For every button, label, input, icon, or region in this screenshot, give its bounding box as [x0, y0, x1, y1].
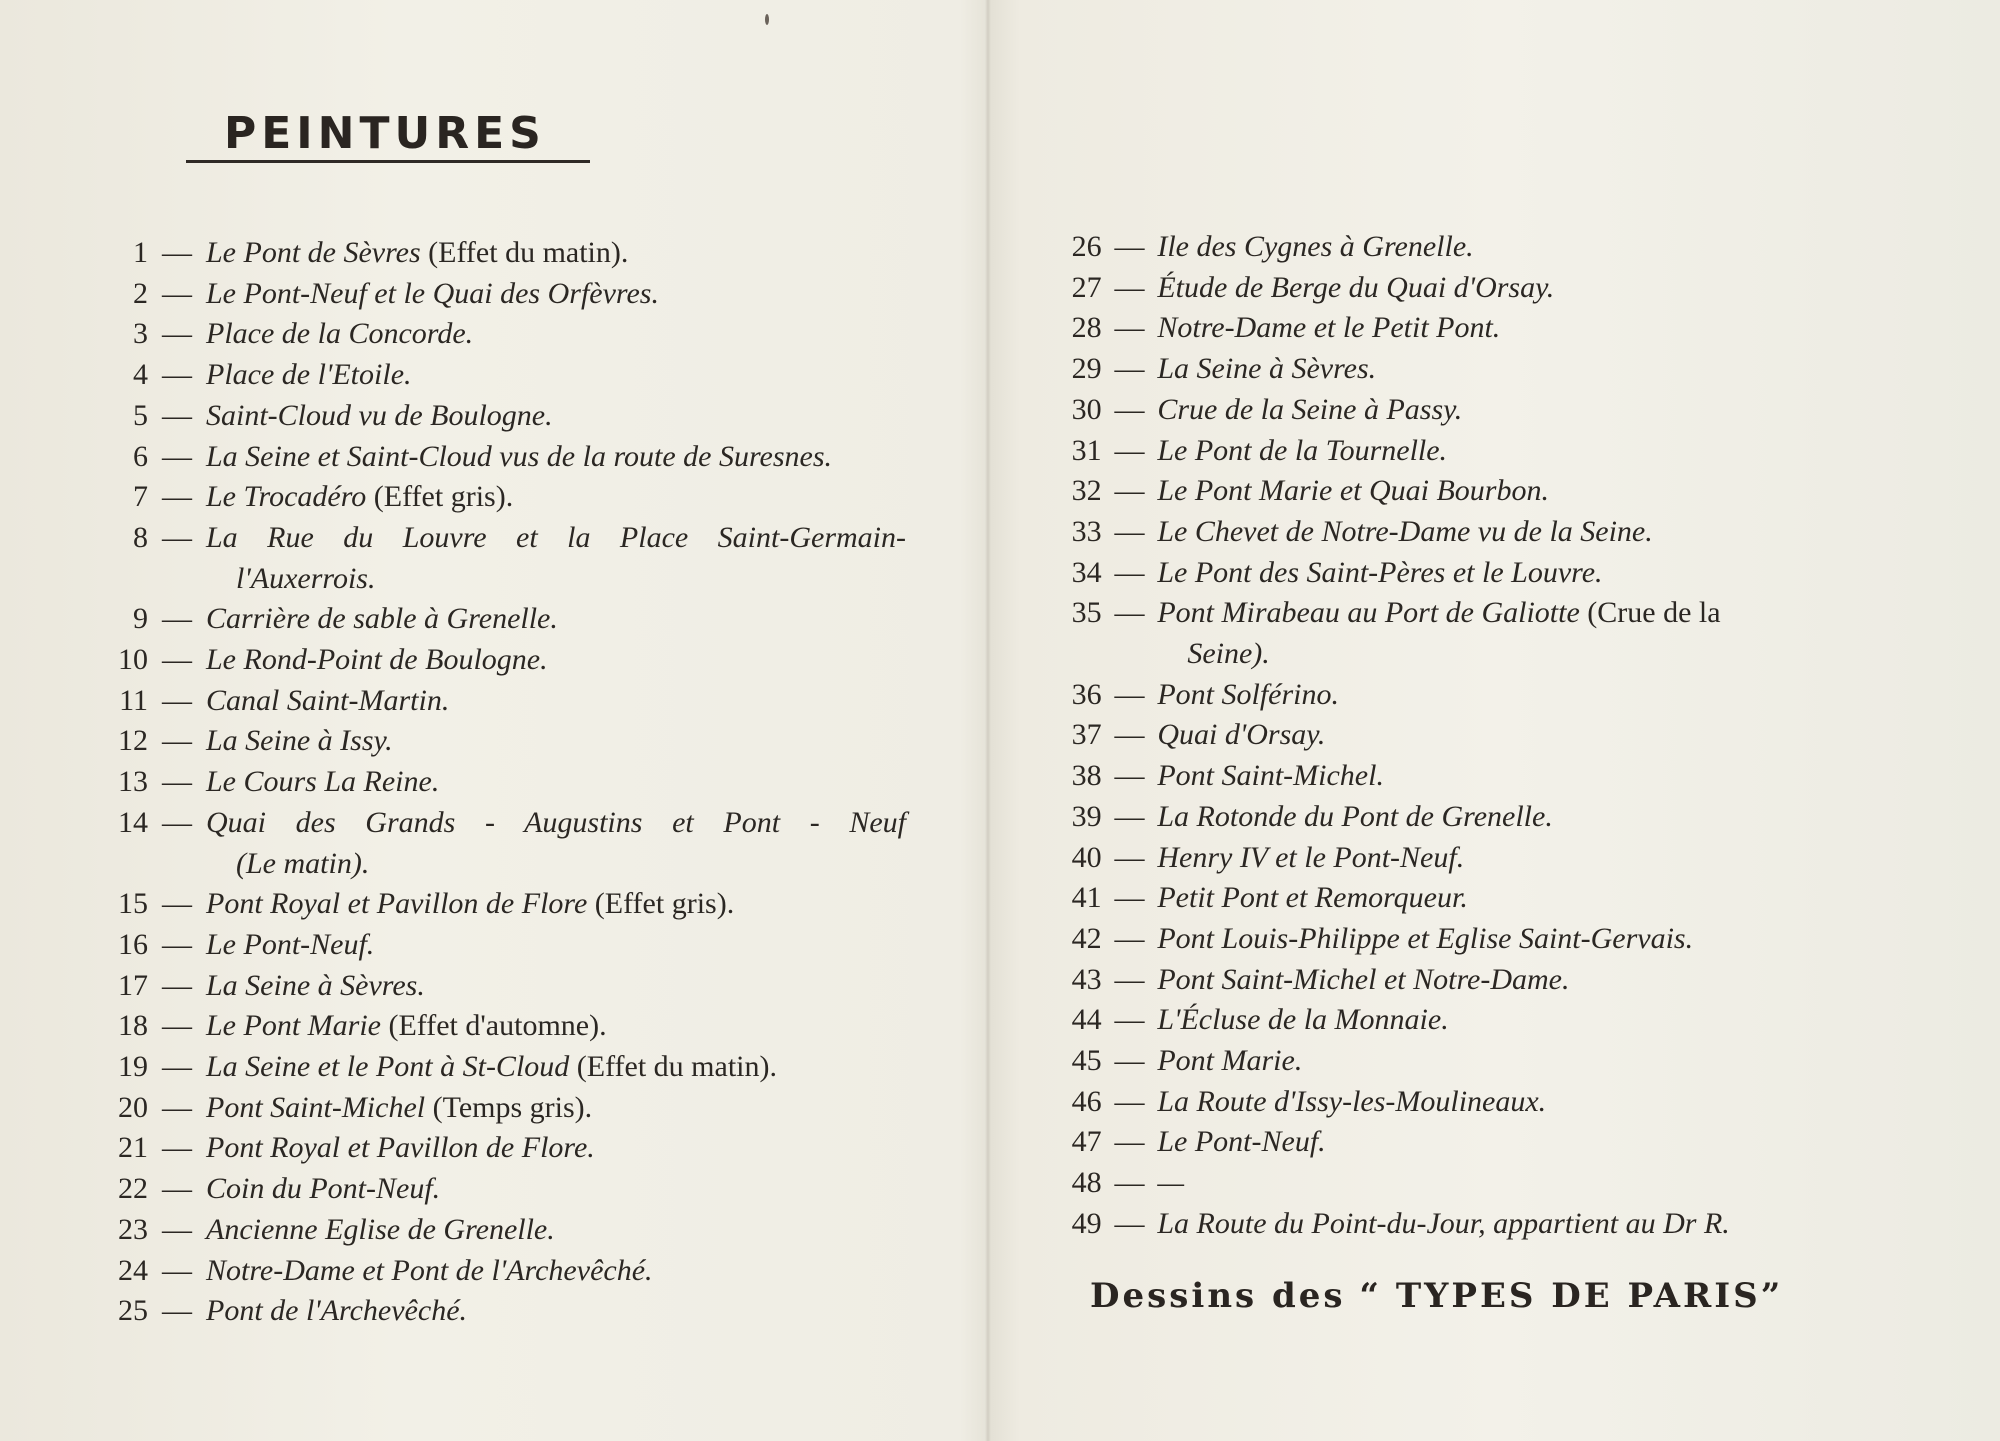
entry-title-block	[206, 966, 906, 1007]
entry-dash: —	[162, 1253, 192, 1287]
catalogue-entry	[96, 518, 916, 599]
catalogue-entry	[96, 721, 916, 762]
section-heading: PEINTURES	[224, 108, 546, 159]
entry-title: Place de la Concorde.	[206, 317, 474, 351]
entry-number: 44	[1071, 1003, 1102, 1037]
catalogue-entry	[1062, 1122, 1902, 1163]
entry-title-block	[206, 721, 906, 762]
catalogue-entry	[1062, 1000, 1902, 1041]
entry-number: 37	[1071, 718, 1102, 752]
catalogue-entry	[1062, 675, 1902, 716]
entry-title: Pont Mirabeau au Port de Galiotte	[1157, 596, 1580, 630]
catalogue-entry	[1062, 715, 1902, 756]
catalogue-entry	[1062, 593, 1902, 674]
entry-dash: —	[162, 968, 192, 1002]
entry-dash: —	[162, 317, 192, 351]
entry-dash: —	[162, 1050, 192, 1084]
entry-title: La Seine à Issy.	[206, 724, 393, 758]
entry-number: 2	[133, 276, 148, 310]
entry-title-block	[1157, 349, 1902, 390]
entry-dash: —	[162, 724, 192, 758]
entry-title: Le Rond-Point de Boulogne.	[206, 643, 548, 677]
catalogue-entry	[96, 640, 916, 681]
catalogue-entry	[1062, 390, 1902, 431]
entry-number: 16	[118, 927, 148, 961]
entry-number: 27	[1071, 270, 1102, 304]
entry-title: Le Pont de la Tournelle.	[1157, 433, 1448, 467]
catalogue-entry	[96, 681, 916, 722]
entry-title-block	[1157, 390, 1902, 431]
entry-end-punctuation: .	[620, 236, 629, 269]
entry-note: (Effet gris)	[373, 480, 506, 514]
entry-dash: —	[162, 602, 192, 636]
catalogue-entry	[96, 1169, 916, 1210]
drawings-prefix: Dessins des	[1090, 1276, 1346, 1316]
entry-end-punctuation: .	[599, 1009, 607, 1043]
catalogue-entry	[96, 1088, 916, 1129]
entry-title-block	[1157, 1163, 1902, 1204]
entry-dash: —	[162, 683, 192, 717]
catalogue-entry	[1062, 553, 1902, 594]
entry-title: Ancienne Eglise de Grenelle.	[206, 1212, 555, 1246]
entry-dash: —	[1114, 392, 1145, 426]
entry-title: Le Pont-Neuf.	[206, 927, 375, 961]
catalogue-entry	[1062, 1204, 1902, 1245]
entry-title: Le Pont-Neuf et le Quai des Orfèvres.	[206, 276, 659, 310]
entry-title: Ile des Cygnes à Grenelle.	[1157, 230, 1474, 263]
entry-dash: —	[162, 276, 192, 310]
catalogue-entry	[1062, 512, 1902, 553]
entry-number: 14	[118, 805, 148, 839]
entry-title-block	[206, 1006, 906, 1047]
catalogue-entry	[96, 599, 916, 640]
entry-number: 12	[118, 724, 148, 758]
entry-note: (Effet du matin)	[576, 1050, 770, 1084]
entry-number: 24	[118, 1253, 148, 1287]
entry-dash: —	[1114, 799, 1145, 833]
heading-underline	[186, 160, 590, 163]
entry-title-block	[1157, 268, 1902, 309]
entry-number: 5	[133, 398, 148, 432]
entry-title: Le Pont des Saint-Pères et le Louvre.	[1157, 555, 1603, 589]
entry-end-punctuation: .	[505, 480, 514, 514]
entry-dash: —	[162, 1212, 192, 1246]
entry-dash: —	[1114, 1166, 1145, 1200]
entry-title: Le Chevet de Notre-Dame vu de la Seine.	[1157, 514, 1653, 548]
entry-title: La Seine à Sèvres.	[1157, 352, 1377, 386]
entry-number: 6	[133, 439, 148, 473]
catalogue-entry	[96, 1291, 916, 1332]
entry-title-block	[206, 355, 906, 396]
entry-number: 19	[118, 1050, 148, 1084]
entry-number: 17	[118, 968, 148, 1002]
entry-dash: —	[1114, 270, 1145, 304]
entry-number: 22	[118, 1172, 148, 1206]
entry-title-block	[1157, 756, 1902, 797]
catalogue-entry	[1062, 1163, 1902, 1204]
catalogue-entry	[96, 314, 916, 355]
catalogue-entry	[96, 1047, 916, 1088]
entry-dash: —	[162, 805, 192, 839]
entry-number: 9	[133, 602, 148, 636]
entry-number: 40	[1071, 840, 1102, 874]
entry-dash: —	[1114, 1003, 1145, 1037]
entry-title-block	[206, 1128, 906, 1169]
entry-dash: —	[162, 643, 192, 677]
catalogue-entry	[1062, 797, 1902, 838]
entry-title-block	[1157, 715, 1902, 756]
entry-number: 34	[1071, 555, 1102, 589]
entry-number: 42	[1071, 921, 1102, 955]
entry-title-block	[1157, 471, 1902, 512]
catalogue-entry	[1062, 756, 1902, 797]
entry-dash: —	[162, 520, 192, 554]
entry-title-block	[206, 314, 906, 355]
entry-number: 36	[1071, 677, 1102, 711]
entry-title-block	[1157, 960, 1902, 1001]
entry-title: Pont Royal et Pavillon de Flore	[206, 887, 588, 921]
entry-title-block	[206, 1169, 906, 1210]
entry-number: 41	[1071, 881, 1102, 915]
entry-number: 49	[1071, 1206, 1102, 1240]
catalogue-entry	[96, 925, 916, 966]
entry-title: Pont Saint-Michel	[206, 1090, 426, 1124]
entry-title: Crue de la Seine à Passy.	[1157, 392, 1463, 426]
entry-dash: —	[1114, 1084, 1145, 1118]
entry-number: 47	[1071, 1125, 1102, 1159]
entry-dash: —	[162, 1131, 192, 1165]
entry-title: La Seine à Sèvres.	[206, 968, 425, 1002]
catalogue-entry	[1062, 838, 1902, 879]
catalogue-entry	[1062, 227, 1902, 268]
catalogue-entry	[96, 1210, 916, 1251]
entry-dash: —	[162, 1172, 192, 1206]
entry-title: Le Pont Marie et Quai Bourbon.	[1157, 474, 1549, 508]
ink-speck	[765, 14, 769, 25]
entry-dash: —	[162, 480, 192, 514]
entry-number: 38	[1071, 759, 1102, 793]
entry-title: La Rotonde du Pont de Grenelle.	[1157, 799, 1553, 833]
entry-title-block	[206, 681, 906, 722]
entry-title: Pont Saint-Michel.	[1157, 759, 1384, 793]
entry-dash: —	[1114, 677, 1145, 711]
entry-title: Coin du Pont-Neuf.	[206, 1172, 441, 1206]
entry-title: Pont Saint-Michel et Notre-Dame.	[1157, 962, 1570, 996]
entry-title: Petit Pont et Remorqueur.	[1157, 881, 1468, 915]
entry-dash: —	[162, 1009, 192, 1043]
entry-title-block	[206, 1251, 906, 1292]
entry-title-block	[206, 925, 906, 966]
entry-title: Le Cours La Reine.	[206, 765, 440, 799]
entry-title: Carrière de sable à Grenelle.	[206, 602, 558, 636]
entry-note: (Effet d'automne)	[388, 1009, 600, 1043]
entry-title: Pont de l'Archevêché.	[206, 1294, 468, 1328]
entry-number: 1	[133, 236, 148, 269]
entry-title: Quai des Grands - Augustins et Pont - Neuf	[206, 805, 906, 839]
entry-number: 13	[118, 765, 148, 799]
entry-dash: —	[1114, 311, 1145, 345]
entry-title-block	[206, 437, 906, 478]
entry-dash: —	[162, 927, 192, 961]
catalogue-entry	[96, 803, 916, 884]
entry-number: 45	[1071, 1044, 1102, 1078]
entry-dash: —	[1114, 1044, 1145, 1078]
entry-title: La Rue du Louvre et la Place Saint-Germain-	[206, 520, 906, 554]
catalogue-entry	[1062, 268, 1902, 309]
entry-dash: —	[1114, 718, 1145, 752]
entry-title: Henry IV et le Pont-Neuf.	[1157, 840, 1465, 874]
entry-title-block	[206, 396, 906, 437]
entry-number: 32	[1071, 474, 1102, 508]
catalogue-entry	[96, 1251, 916, 1292]
entry-dash: —	[162, 398, 192, 432]
catalogue-entry	[96, 355, 916, 396]
entry-number: 20	[118, 1090, 148, 1124]
entry-number: 23	[118, 1212, 148, 1246]
entry-title-block	[1157, 797, 1902, 838]
entry-continuation: Seine).	[1187, 637, 1270, 671]
entry-dash: —	[162, 358, 192, 392]
entry-title-block	[1157, 675, 1902, 716]
entry-number: 30	[1071, 392, 1102, 426]
entry-title-block	[1157, 1041, 1902, 1082]
catalogue-entry	[1062, 878, 1902, 919]
entry-title-block	[206, 762, 906, 803]
entry-dash: —	[1114, 596, 1145, 630]
left-column-list	[96, 233, 916, 1332]
entry-title: Canal Saint-Martin.	[206, 683, 450, 717]
page-fold	[985, 0, 991, 1441]
entry-title-block	[1157, 227, 1902, 268]
entry-number: 21	[118, 1131, 148, 1165]
entry-dash: —	[162, 1090, 192, 1124]
entry-title-block	[206, 1047, 906, 1088]
entry-dash: —	[1114, 352, 1145, 386]
catalogue-entry	[1062, 1041, 1902, 1082]
entry-title: Pont Marie.	[1157, 1044, 1303, 1078]
entry-dash: —	[162, 439, 192, 473]
entry-dash: —	[1114, 962, 1145, 996]
entry-title: La Route d'Issy-les-Moulineaux.	[1157, 1084, 1547, 1118]
catalogue-entry	[96, 762, 916, 803]
entry-title-block	[206, 518, 906, 599]
catalogue-entry	[1062, 471, 1902, 512]
entry-title-block	[206, 599, 906, 640]
entry-number: 35	[1071, 596, 1102, 630]
entry-title-block	[206, 1088, 906, 1129]
right-column-list	[1062, 227, 1902, 1245]
catalogue-entry	[96, 396, 916, 437]
entry-continuation: (Le matin).	[236, 846, 370, 880]
entry-dash: —	[1114, 759, 1145, 793]
entry-title: Le Pont de Sèvres	[206, 236, 421, 269]
close-quote: ”	[1760, 1276, 1784, 1316]
entry-title-block	[206, 477, 906, 518]
entry-title: La Route du Point-du-Jour, appartient au Dr R.	[1157, 1206, 1730, 1240]
entry-dash: —	[162, 1294, 192, 1328]
entry-dash: —	[1114, 921, 1145, 955]
catalogue-entry	[96, 884, 916, 925]
entry-number: 8	[133, 520, 148, 554]
entry-title-block	[1157, 1082, 1902, 1123]
entry-title: —	[1157, 1166, 1185, 1200]
entry-title-block	[206, 1291, 906, 1332]
entry-title-block	[206, 274, 906, 315]
entry-note: (Crue de la	[1587, 596, 1721, 630]
entry-title: La Seine et Saint-Cloud vus de la route de Suresnes.	[206, 439, 833, 473]
entry-title: Le Trocadéro	[206, 480, 367, 514]
entry-dash: —	[1114, 433, 1145, 467]
entry-dash: —	[1114, 840, 1145, 874]
entry-dash: —	[1114, 474, 1145, 508]
entry-title-block	[1157, 1122, 1902, 1163]
entry-number: 48	[1071, 1166, 1102, 1200]
entry-dash: —	[162, 236, 192, 269]
entry-title-block	[206, 233, 906, 274]
entry-title: Le Pont Marie	[206, 1009, 381, 1043]
entry-title: Notre-Dame et Pont de l'Archevêché.	[206, 1253, 653, 1287]
entry-number: 39	[1071, 799, 1102, 833]
entry-number: 29	[1071, 352, 1102, 386]
entry-note: (Effet gris)	[594, 887, 727, 921]
entry-title-block	[1157, 1000, 1902, 1041]
entry-dash: —	[1114, 230, 1145, 263]
catalogue-entry	[1062, 431, 1902, 472]
entry-title: L'Écluse de la Monnaie.	[1157, 1003, 1449, 1037]
entry-title-block	[1157, 512, 1902, 553]
entry-title-block	[206, 640, 906, 681]
entry-title: Le Pont-Neuf.	[1157, 1125, 1326, 1159]
entry-number: 31	[1071, 433, 1102, 467]
drawings-heading	[1090, 1276, 1783, 1316]
catalogue-entry	[1062, 919, 1902, 960]
entry-dash: —	[1114, 555, 1145, 589]
entry-end-punctuation: .	[726, 887, 735, 921]
entry-dash: —	[162, 765, 192, 799]
entry-title-block	[1157, 431, 1902, 472]
catalogue-entry	[96, 1128, 916, 1169]
catalogue-entry	[1062, 960, 1902, 1001]
entry-note: (Temps gris)	[432, 1090, 585, 1124]
entry-title: Pont Royal et Pavillon de Flore.	[206, 1131, 595, 1165]
entry-number: 43	[1071, 962, 1102, 996]
entry-number: 33	[1071, 514, 1102, 548]
entry-dash: —	[1114, 514, 1145, 548]
catalogue-entry	[1062, 1082, 1902, 1123]
entry-title: Notre-Dame et le Petit Pont.	[1157, 311, 1501, 345]
entry-number: 7	[133, 480, 148, 514]
entry-title-block	[1157, 553, 1902, 594]
entry-dash: —	[162, 887, 192, 921]
entry-number: 10	[118, 643, 148, 677]
catalogue-entry	[96, 477, 916, 518]
entry-title: Quai d'Orsay.	[1157, 718, 1326, 752]
entry-dash: —	[1114, 1206, 1145, 1240]
entry-title: Saint-Cloud vu de Boulogne.	[206, 398, 553, 432]
entry-number: 18	[118, 1009, 148, 1043]
entry-number: 25	[118, 1294, 148, 1328]
catalogue-entry	[96, 233, 916, 274]
entry-title: Place de l'Etoile.	[206, 358, 412, 392]
entry-title: Pont Louis-Philippe et Eglise Saint-Gervais.	[1157, 921, 1694, 955]
entry-dash: —	[1114, 1125, 1145, 1159]
drawings-series-title: TYPES DE PARIS	[1395, 1276, 1761, 1316]
entry-title-block	[206, 1210, 906, 1251]
entry-number: 4	[133, 358, 148, 392]
catalogue-entry	[1062, 349, 1902, 390]
entry-note: (Effet du matin)	[428, 236, 621, 269]
entry-number: 3	[133, 317, 148, 351]
entry-end-punctuation: .	[769, 1050, 777, 1084]
entry-number: 11	[119, 683, 148, 717]
catalogue-entry	[96, 274, 916, 315]
entry-end-punctuation: .	[584, 1090, 593, 1124]
catalogue-entry	[96, 437, 916, 478]
entry-title-block	[206, 803, 906, 884]
catalogue-entry	[96, 966, 916, 1007]
entry-continuation: l'Auxerrois.	[236, 561, 376, 595]
entry-title-block	[1157, 878, 1902, 919]
entry-title-block	[1157, 593, 1902, 674]
entry-number: 46	[1071, 1084, 1102, 1118]
catalogue-entry	[96, 1006, 916, 1047]
catalogue-entry	[1062, 308, 1902, 349]
entry-title-block	[1157, 308, 1902, 349]
entry-title: Pont Solférino.	[1157, 677, 1339, 711]
open-quote: “	[1359, 1276, 1382, 1316]
entry-title-block	[1157, 838, 1902, 879]
entry-title-block	[206, 884, 906, 925]
entry-title-block	[1157, 919, 1902, 960]
entry-number: 26	[1071, 230, 1102, 263]
entry-number: 28	[1071, 311, 1102, 345]
entry-title: Étude de Berge du Quai d'Orsay.	[1157, 270, 1555, 304]
entry-dash: —	[1114, 881, 1145, 915]
entry-number: 15	[118, 887, 148, 921]
entry-title-block	[1157, 1204, 1902, 1245]
entry-title: La Seine et le Pont à St-Cloud	[206, 1050, 570, 1084]
